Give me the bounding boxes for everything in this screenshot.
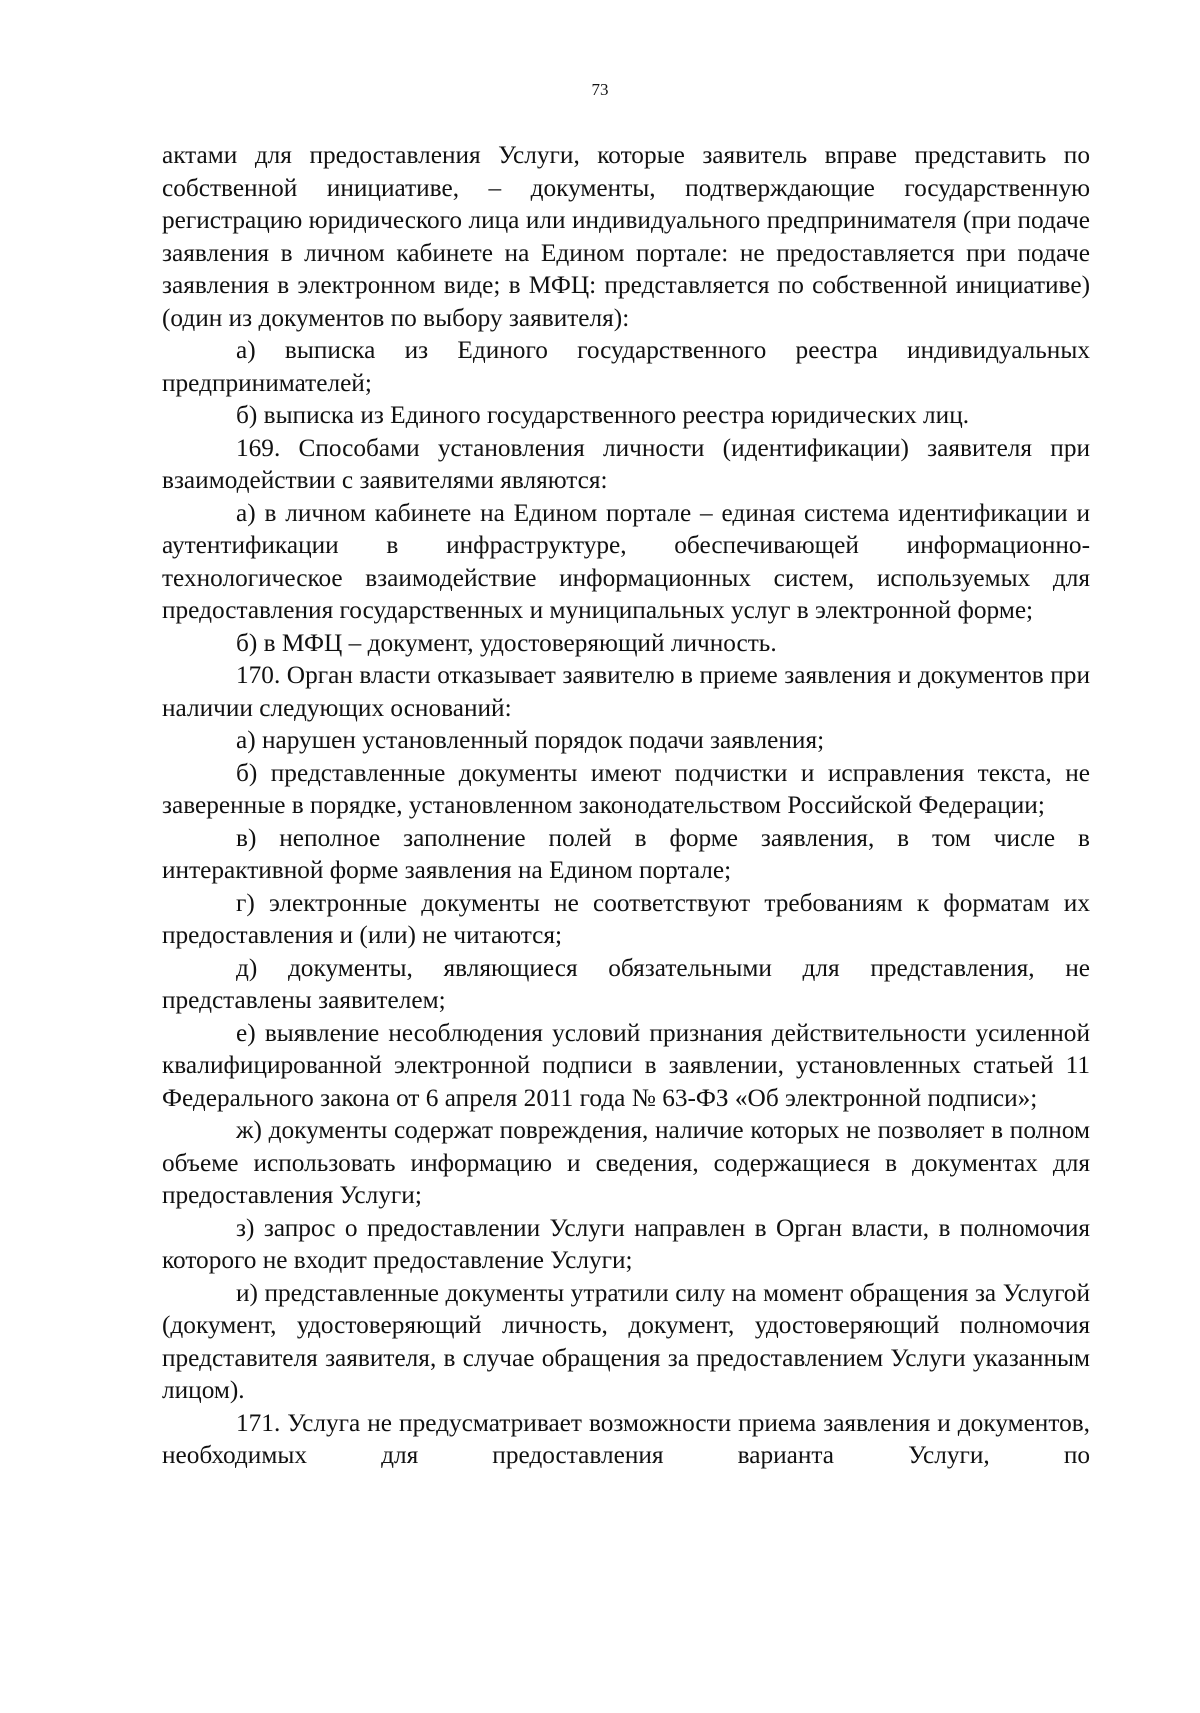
paragraph: 170. Орган власти отказывает заявителю в приеме заявления и документов при наличии следующих оснований: xyxy=(162,661,1090,722)
paragraph: ж) документы содержат повреждения, наличие которых не позволяет в полном объеме использовать информацию и сведения, содержащиеся в документах для предоставления Услуги; xyxy=(162,1116,1090,1209)
paragraph: б) выписка из Единого государственного реестра юридических лиц. xyxy=(236,401,970,429)
paragraph: б) представленные документы имеют подчистки и исправления текста, не заверенные в порядке, установленном законодательством Российской Федерации; xyxy=(162,758,1090,819)
paragraph: а) нарушен установленный порядок подачи заявления; xyxy=(236,726,825,754)
paragraph: и) представленные документы утратили силу на момент обращения за Услугой (документ, удостоверяющий личность, документ, удостоверяющий полномочия представителя заявителя, в случае обращения за предоставлением Услуги указанным лицом). xyxy=(162,1278,1090,1404)
page-number: 73 xyxy=(591,80,609,99)
document-body xyxy=(162,139,1090,1472)
paragraph: а) выписка из Единого государственного реестра индивидуальных предпринимателей; xyxy=(162,336,1090,397)
paragraph: з) запрос о предоставлении Услуги направлен в Орган власти, в полномочия которого не входит предоставление Услуги; xyxy=(162,1213,1090,1274)
paragraph: в) неполное заполнение полей в форме заявления, в том числе в интерактивной форме заявления на Едином портале; xyxy=(162,823,1090,884)
paragraph: актами для предоставления Услуги, которые заявитель вправе представить по собственной инициативе, – документы, подтверждающие государственную регистрацию юридического лица или индивидуального предпринимателя (при подаче заявления в личном кабинете на Едином портале: не предоставляется при подаче заявления в электронном виде; в МФЦ: представляется по собственной инициативе) (один из документов по выбору заявителя): xyxy=(162,141,1090,332)
paragraph: 169. Способами установления личности (идентификации) заявителя при взаимодействии с заявителями являются: xyxy=(162,433,1090,494)
paragraph: а) в личном кабинете на Едином портале – единая система идентификации и аутентификации в инфраструктуре, обеспечивающей информационно-технологическое взаимодействие информационных систем, используемых для предоставления государственных и муниципальных услуг в электронной форме; xyxy=(162,498,1090,624)
paragraph: е) выявление несоблюдения условий признания действительности усиленной квалифицированной электронной подписи в заявлении, установленных статьей 11 Федерального закона от 6 апреля 2011 года № 63-ФЗ «Об электронной подписи»; xyxy=(162,1018,1090,1112)
paragraph: 171. Услуга не предусматривает возможности приема заявления и документов, необходимых для предоставления варианта Услуги, по xyxy=(162,1408,1090,1469)
paragraph: д) документы, являющиеся обязательными для представления, не представлены заявителем; xyxy=(162,953,1090,1014)
paragraph: г) электронные документы не соответствуют требованиям к форматам их предоставления и (или) не читаются; xyxy=(162,888,1090,949)
paragraph: б) в МФЦ – документ, удостоверяющий личность. xyxy=(236,628,777,657)
